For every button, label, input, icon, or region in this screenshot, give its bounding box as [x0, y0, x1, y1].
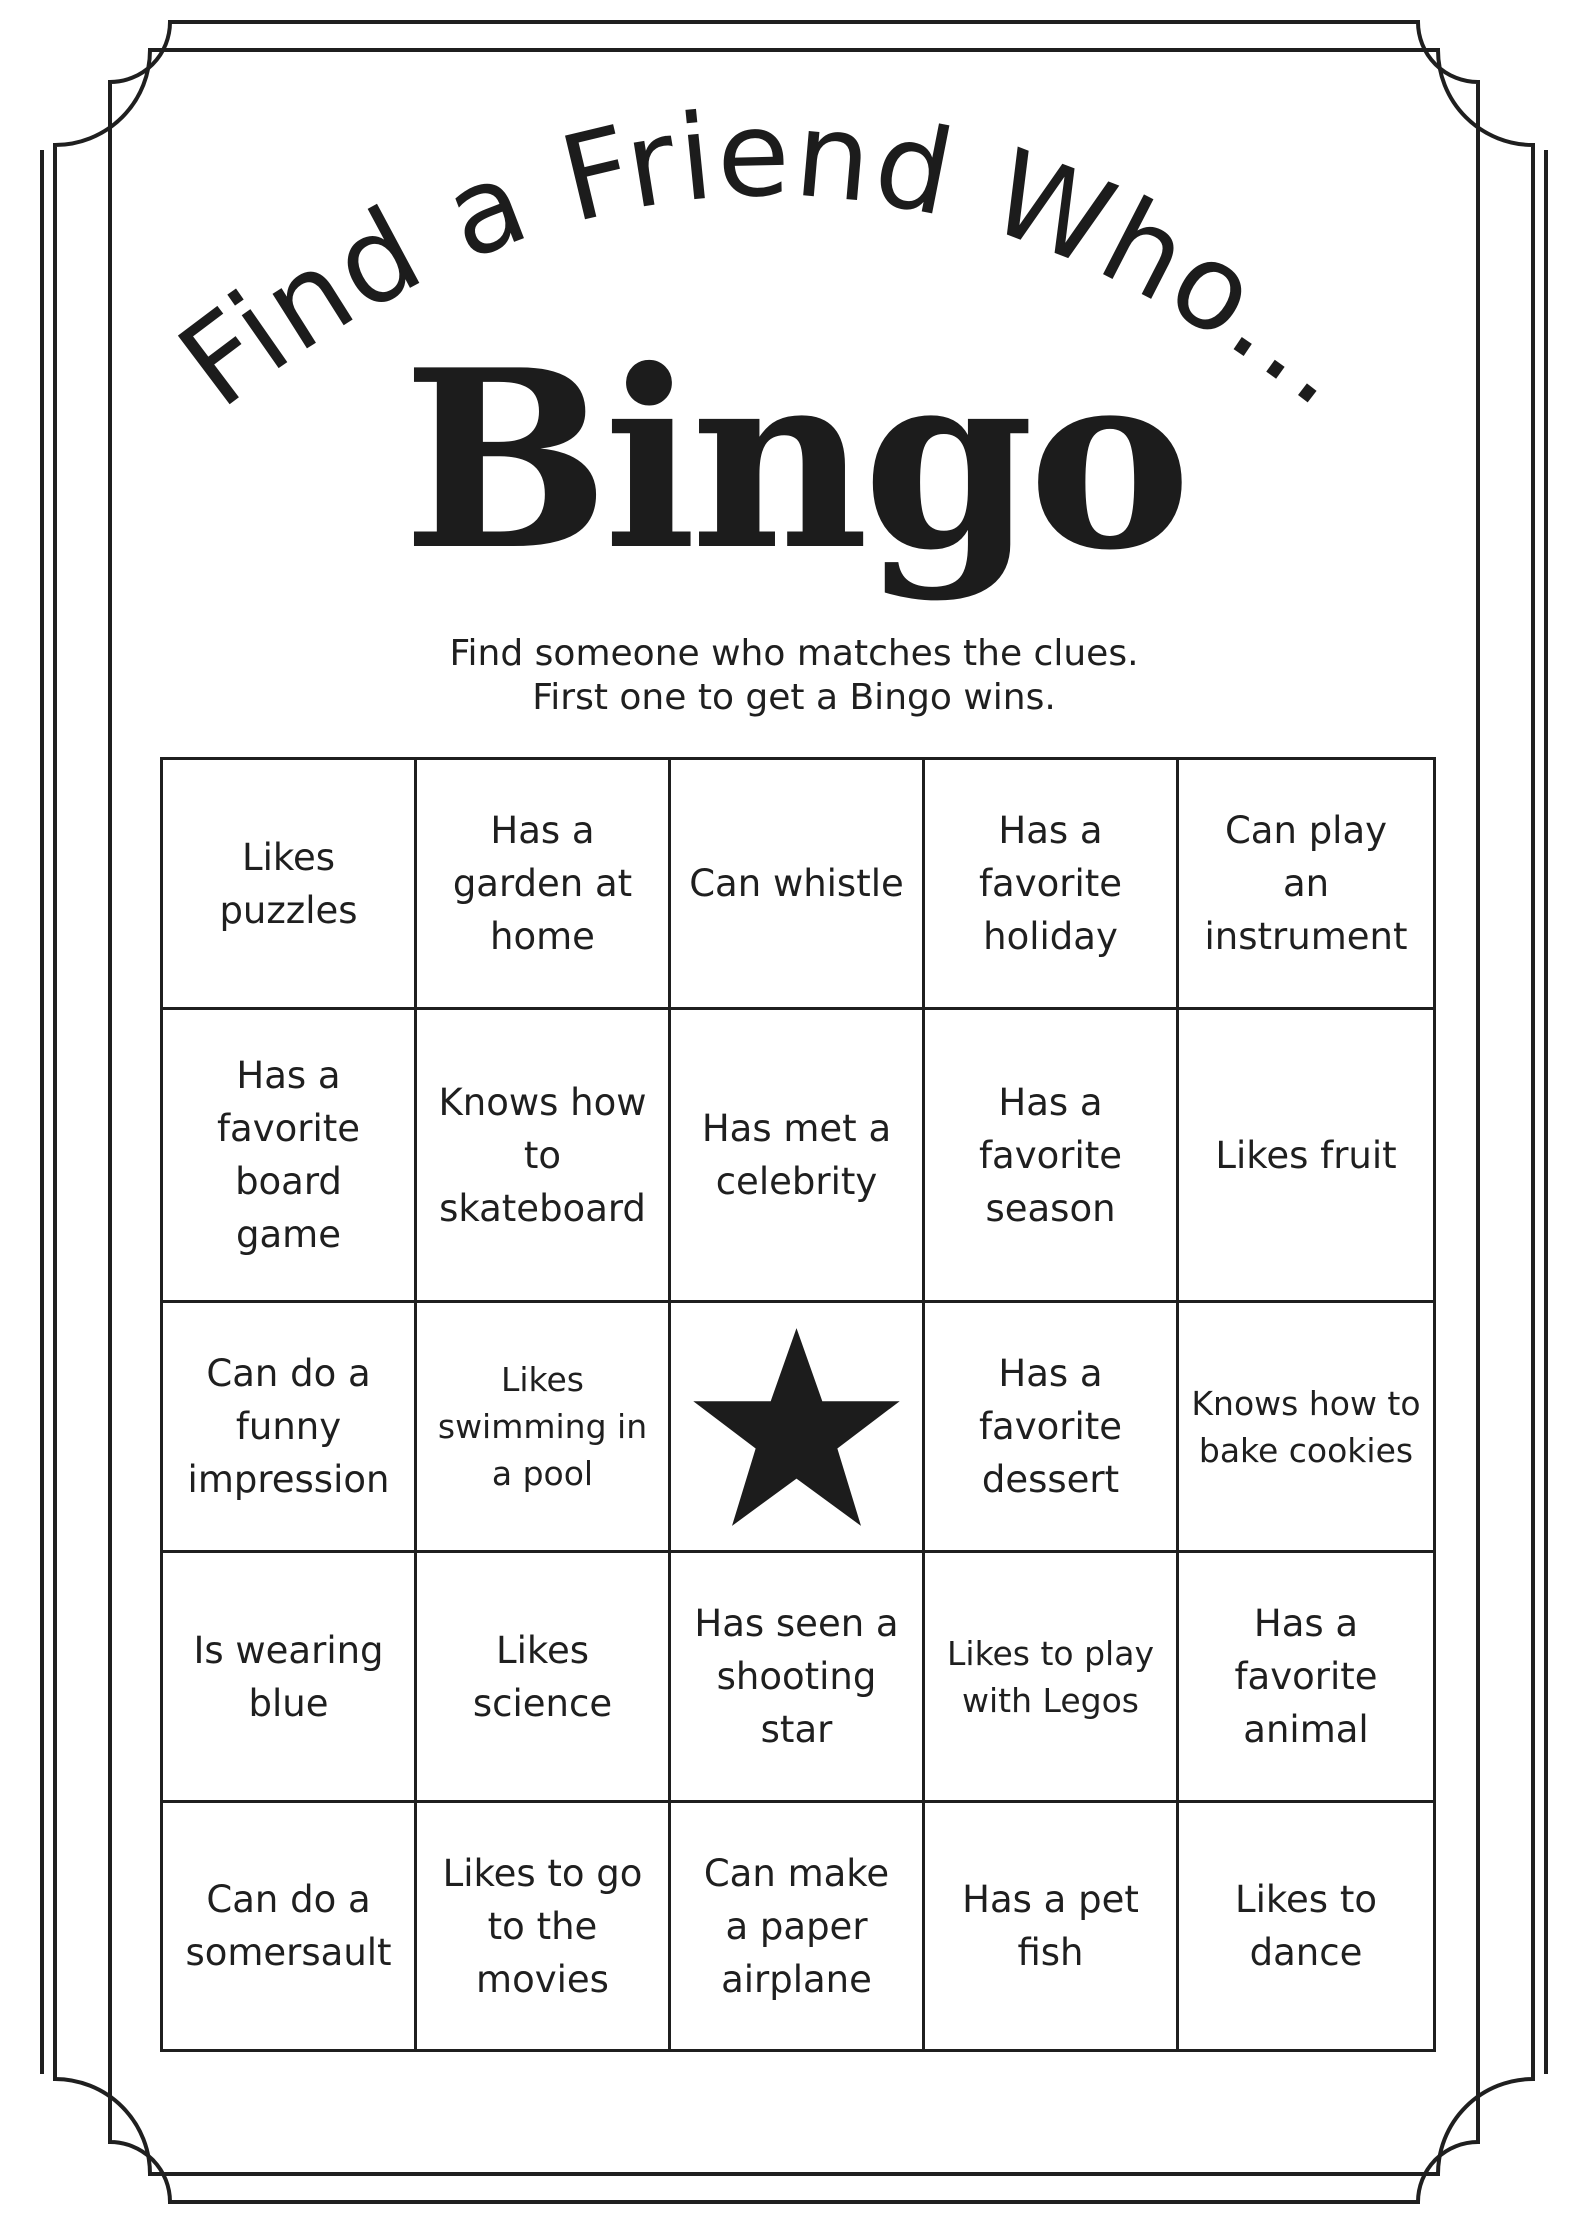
bingo-cell[interactable]: Has a garden at home	[417, 760, 671, 1010]
bingo-cell[interactable]: Likes swimming in a pool	[417, 1303, 671, 1553]
bingo-cell[interactable]: Can play an instrument	[1179, 760, 1433, 1010]
bingo-cell[interactable]: Has a favorite season	[925, 1010, 1179, 1303]
bingo-cell[interactable]: Has a favorite board game	[163, 1010, 417, 1303]
instructions	[0, 632, 1588, 720]
free-space-cell[interactable]	[671, 1303, 925, 1553]
bingo-cell[interactable]: Has a pet fish	[925, 1803, 1179, 2049]
bingo-cell[interactable]: Can make a paper airplane	[671, 1803, 925, 2049]
bingo-cell[interactable]: Can whistle	[671, 760, 925, 1010]
bingo-cell[interactable]: Has a favorite animal	[1179, 1553, 1433, 1803]
bingo-cell[interactable]: Has met a celebrity	[671, 1010, 925, 1303]
bingo-cell[interactable]: Has a favorite dessert	[925, 1303, 1179, 1553]
bingo-cell[interactable]: Likes to go to the movies	[417, 1803, 671, 2049]
title-bingo: Bingo	[402, 316, 1186, 604]
bingo-cell[interactable]: Is wearing blue	[163, 1553, 417, 1803]
title-line-1: Find a Friend Who...	[154, 100, 1387, 434]
bingo-cell[interactable]: Knows how to skateboard	[417, 1010, 671, 1303]
bingo-cell[interactable]: Likes science	[417, 1553, 671, 1803]
bingo-cell[interactable]: Can do a somersault	[163, 1803, 417, 2049]
bingo-cell[interactable]: Likes to play with Legos	[925, 1553, 1179, 1803]
bingo-cell[interactable]: Likes puzzles	[163, 760, 417, 1010]
instructions-line-2: First one to get a Bingo wins.	[532, 677, 1056, 718]
bingo-cell[interactable]: Has a favorite holiday	[925, 760, 1179, 1010]
star-icon	[689, 1316, 904, 1538]
bingo-cell[interactable]: Likes to dance	[1235, 1878, 1377, 1974]
instructions-line-1: Find someone who matches the clues.	[449, 633, 1139, 674]
bingo-cell[interactable]: Likes fruit	[1179, 1010, 1433, 1303]
bingo-cell[interactable]: Knows how to bake cookies	[1179, 1303, 1433, 1553]
bingo-board	[160, 757, 1436, 2052]
bingo-cell[interactable]: Can do a funny impression	[163, 1303, 417, 1553]
bingo-cell[interactable]: Has seen a shooting star	[671, 1553, 925, 1803]
